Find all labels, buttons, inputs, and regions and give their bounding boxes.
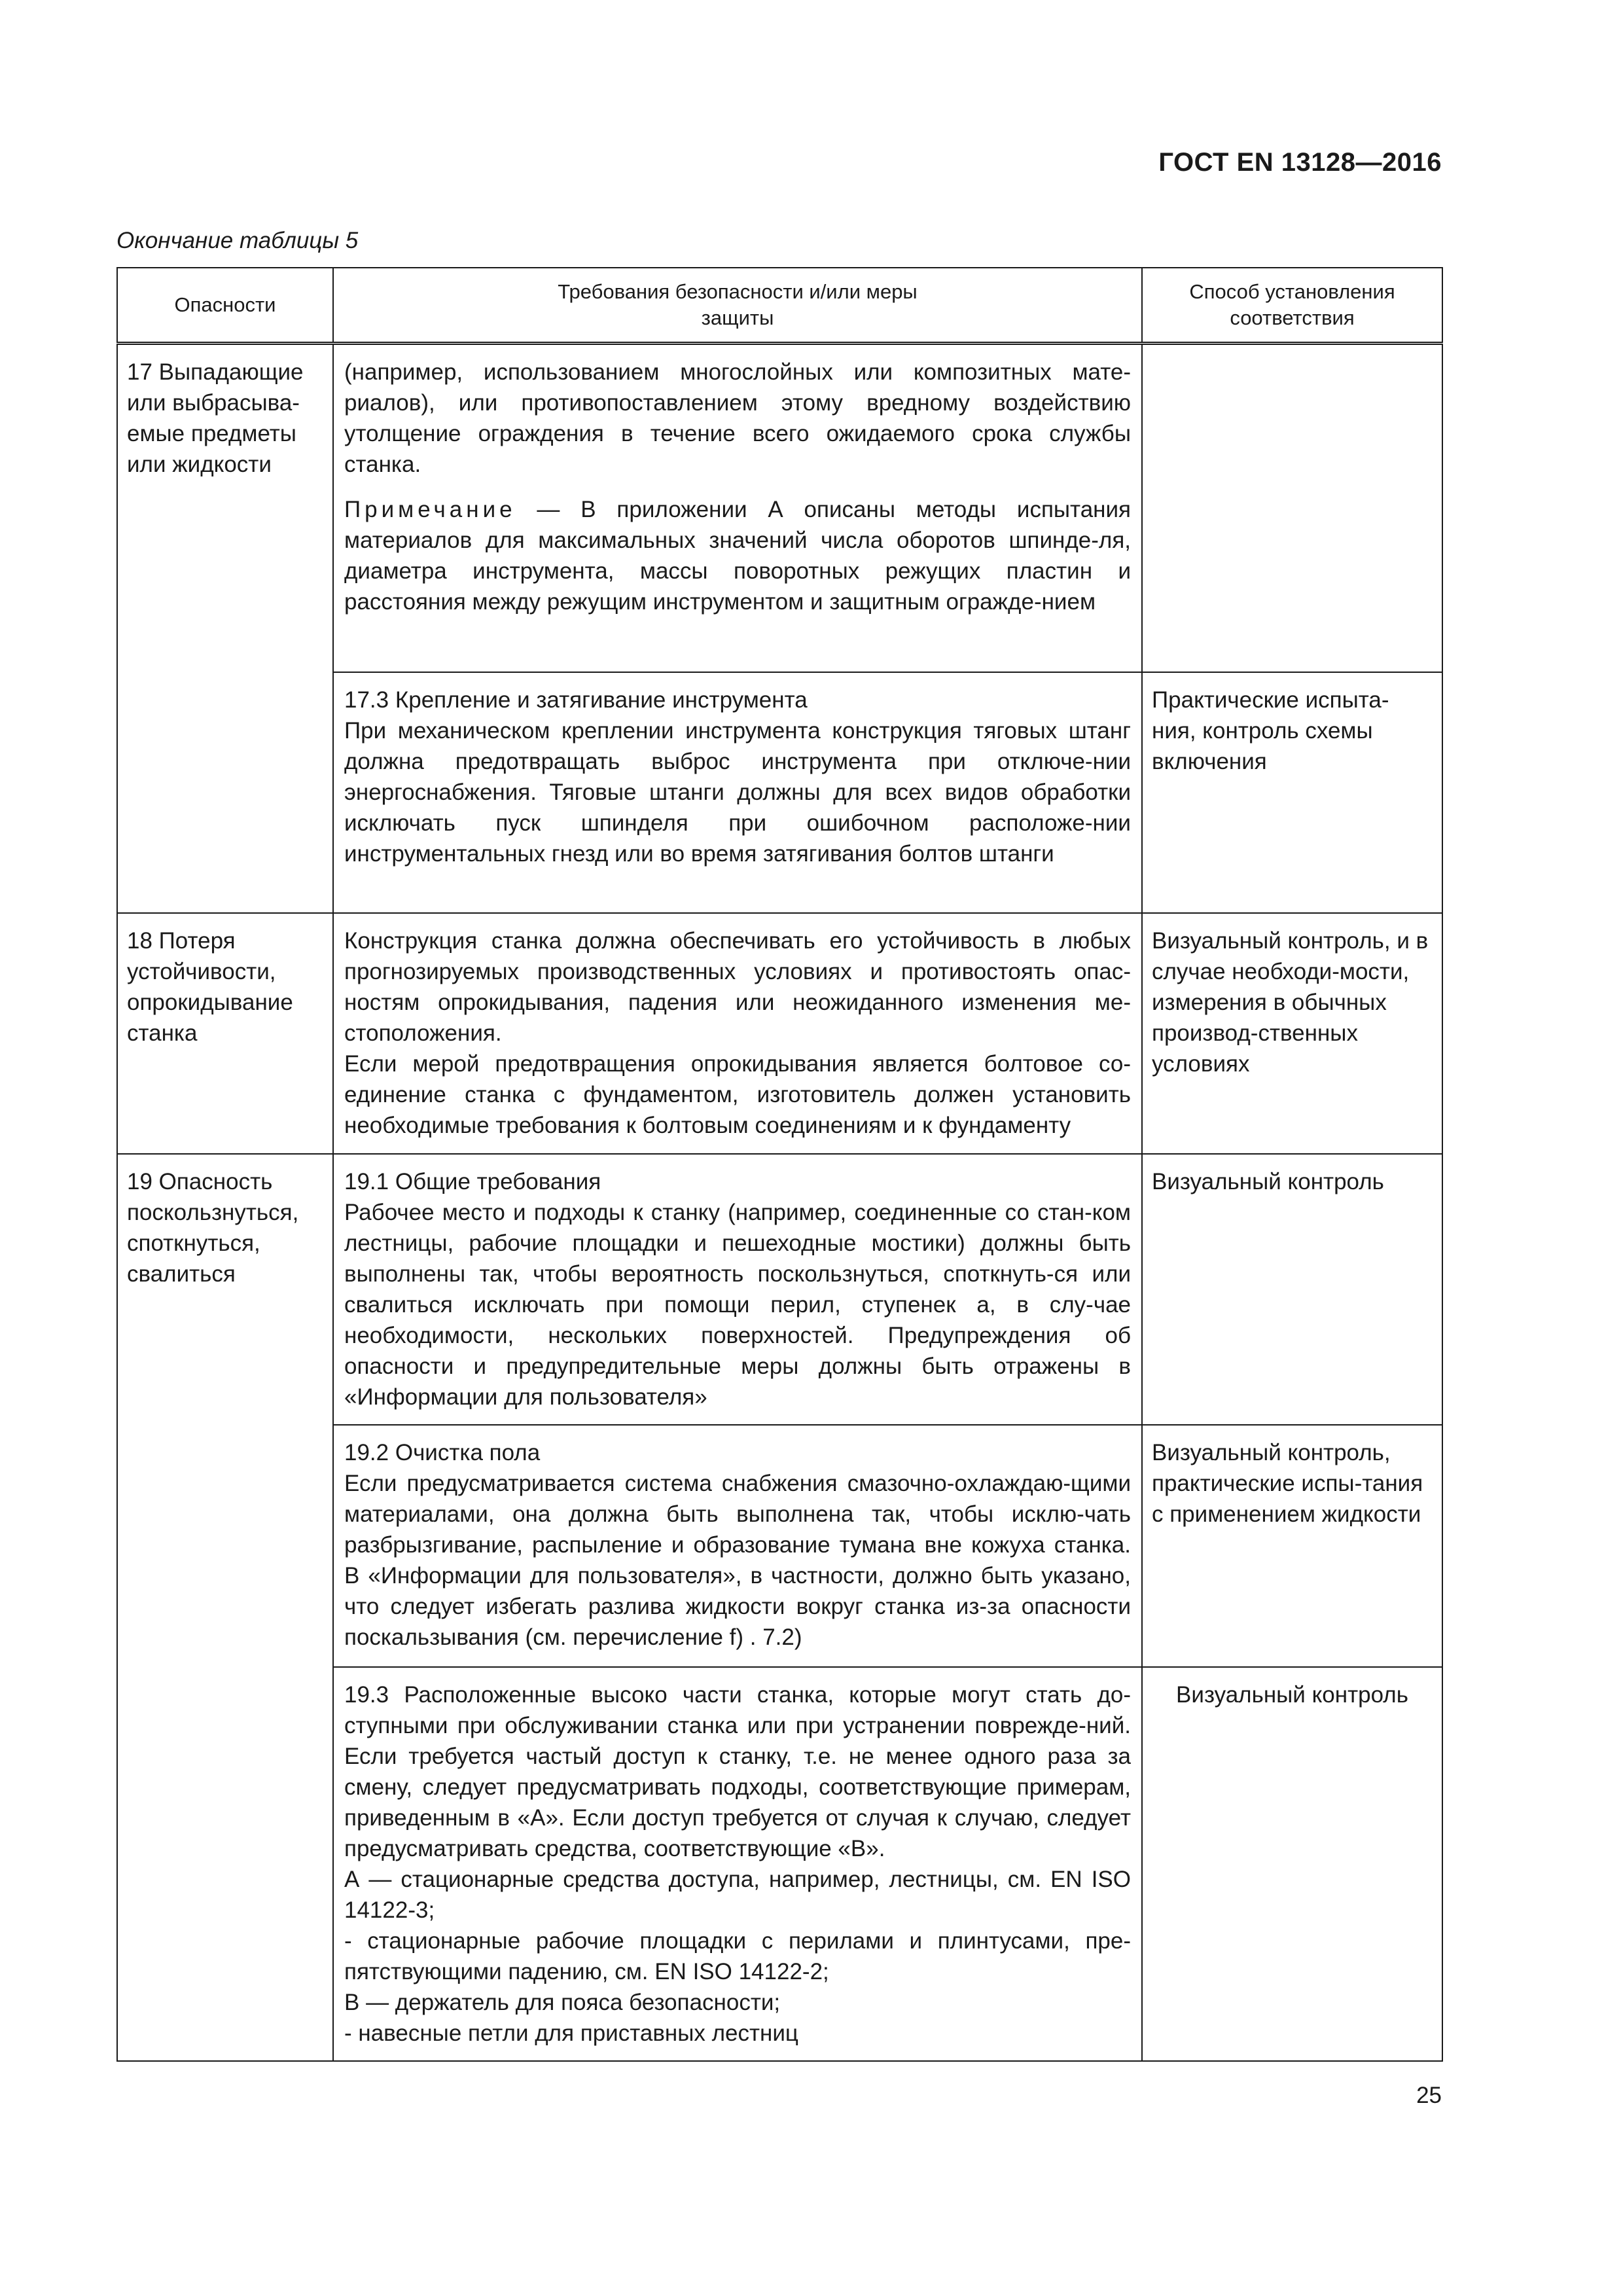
requirement-cell (333, 1425, 1142, 1667)
column-header-verification (1142, 268, 1442, 344)
requirement-note (344, 494, 1131, 617)
requirement-text: При механическом креплении инструмента конструкция тяговых штанг должна предотвращать выброс инструмента при отключе-нии энергоснабжения. Тяговые штанги должны для всех видов обработки исключать пуск шпинделя при ошибочном расположе-нии инструментальных гнезд или во время затягивания болтов штанги (344, 717, 1131, 867)
page-number: 25 (1416, 2083, 1442, 2108)
access-line-a1: А — стационарные средства доступа, например, лестницы, см. EN ISO 14122-3; (344, 1866, 1131, 1923)
verification-cell (1142, 344, 1442, 672)
requirement-text: Если предусматривается система снабжения смазочно-охлаждаю-щими материалами, она должна быть выполнена так, чтобы исклю-чать разбрызгивание, распыление и образование тумана вне кожуха станка. В «Информации для пользователя», в частности, должно быть указано, что следует избегать разлива жидкости вокруг станка из-за опасности поскальзывания (см. перечисление f) . 7.2) (344, 1470, 1131, 1650)
requirement-text: Рабочее место и подходы к станку (например, соединенные со стан-ком лестницы, рабочие площадки и пешеходные мостики) должны быть выполнены так, чтобы вероятность поскользнуться, споткнуть-ся или свалиться исключать при помощи перил, ступенек а, в слу-чае необходимости, нескольких поверхностей. Предупреждения об опасности и предупредительные меры должны быть отражены в «Информации для пользователя» (344, 1199, 1131, 1410)
requirement-cell (333, 672, 1142, 913)
table-caption: Окончание таблицы 5 (116, 228, 359, 253)
document-id-header: ГОСТ EN 13128—2016 (1158, 148, 1442, 177)
verification-cell (1142, 1667, 1442, 2061)
requirement-title: 19.1 Общие требования (344, 1168, 601, 1194)
verification-text: Практические испыта-ния, контроль схемы включения (1152, 687, 1389, 774)
column-header-requirements (333, 268, 1142, 344)
hazard-text: 17 Выпадающие или выбрасыва-емые предметы или жидкости (127, 359, 304, 477)
hazard-cell (117, 913, 333, 1154)
requirement-cell (333, 1154, 1142, 1425)
verification-text: Визуальный контроль (1176, 1681, 1408, 1708)
note-label: Примечание (344, 497, 516, 522)
note-text: — В приложении А описаны методы испытания материалов для максимальных значений числа оборотов шпинде-ля, диаметра инструмента, массы поворотных режущих пластин и расстояния между режущим инструментом и защитным огражде-нием (344, 497, 1131, 615)
requirement-title: 17.3 Крепление и затягивание инструмента (344, 687, 808, 713)
verification-cell (1142, 1154, 1442, 1425)
verification-cell (1142, 672, 1442, 913)
hazard-cell (117, 1154, 333, 2061)
requirement-text-2: Если мерой предотвращения опрокидывания является болтовое со-единение станка с фундаментом, изготовитель должен установить необходимые требования к болтовым соединениям и к фундаменту (344, 1050, 1131, 1138)
hazard-text: 19 Опасность поскользнуться, споткнуться, свалиться (127, 1168, 299, 1287)
table-header-row (117, 268, 1442, 344)
column-header-hazards (117, 268, 333, 344)
requirement-title: 19.2 Очистка пола (344, 1439, 541, 1465)
access-line-b2: - навесные петли для приставных лестниц (344, 2020, 798, 2046)
verification-text (1143, 345, 1442, 365)
verification-cell (1142, 1425, 1442, 1667)
verification-text: Визуальный контроль (1152, 1168, 1384, 1194)
requirements-table (116, 267, 1443, 2062)
verification-text: Визуальный контроль, и в случае необходи-мости, измерения в обычных производ-ственных условиях (1152, 927, 1429, 1077)
column-header-requirements-label: Требования безопасности и/или меры защиты (558, 280, 918, 329)
requirement-text: (например, использованием многослойных или композитных мате-риалов), или противопоставлением этому вредному воздействию утолщение ограждения в течение всего ожидаемого срока службы станка. (344, 359, 1131, 477)
table-row (117, 1154, 1442, 1425)
hazard-cell (117, 344, 333, 913)
requirement-text: 19.3 Расположенные высоко части станка, которые могут стать до-ступными при обслуживании станка или при устранении поврежде-ний. Если требуется частый доступ к станку, т.е. не менее одного раза за смену, следует предусматривать подходы, соответствующие примерам, приведенным в «А». Если доступ требуется от случая к случаю, следует предусматривать средства, соответствующие «В». (344, 1681, 1131, 1861)
access-line-a2: - стационарные рабочие площадки с перилами и плинтусами, пре-пятствующими падению, см. EN ISO 14122-2; (344, 1928, 1131, 1984)
requirement-cell (333, 344, 1142, 672)
access-line-b1: В — держатель для пояса безопасности; (344, 1989, 781, 2015)
requirement-cell (333, 913, 1142, 1154)
requirement-cell (333, 1667, 1142, 2061)
table-row (117, 913, 1442, 1154)
hazard-text: 18 Потеря устойчивости, опрокидывание станка (127, 927, 293, 1046)
column-header-hazards-label: Опасности (174, 293, 276, 316)
column-header-verification-label: Способ установления соответствия (1189, 280, 1395, 329)
verification-cell (1142, 913, 1442, 1154)
table-row (117, 344, 1442, 672)
requirement-text: Конструкция станка должна обеспечивать его устойчивость в любых прогнозируемых производственных условиях и противостоять опас-ностям опрокидывания, падения или неожиданного изменения ме-стоположения. (344, 927, 1131, 1046)
verification-text: Визуальный контроль, практические испы-тания с применением жидкости (1152, 1439, 1423, 1527)
